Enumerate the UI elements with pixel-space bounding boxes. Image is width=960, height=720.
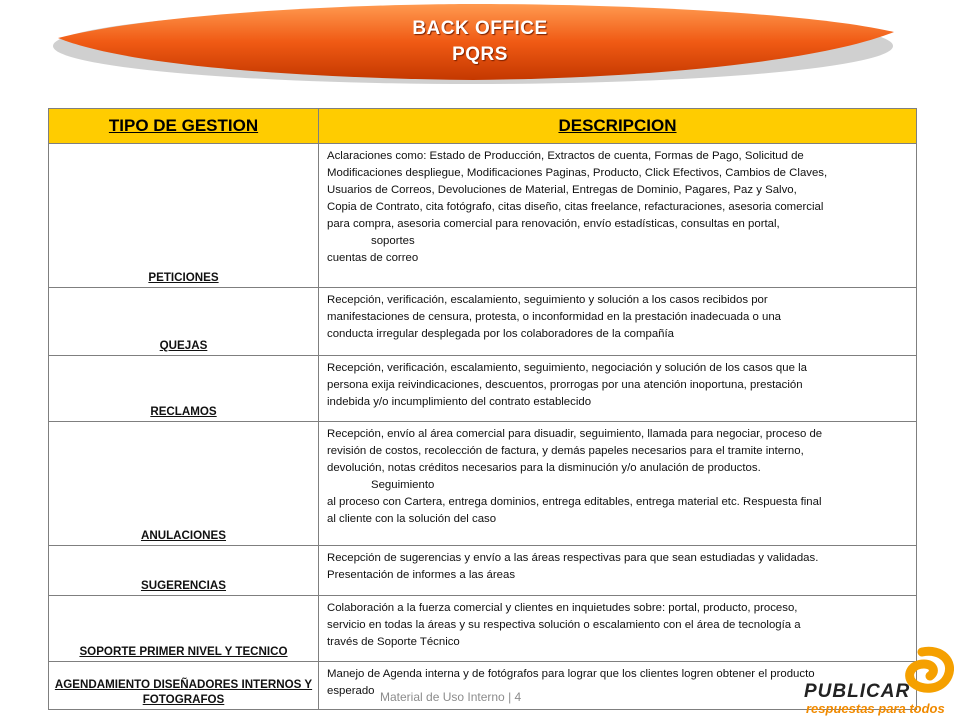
row-type-anulaciones: ANULACIONES	[49, 422, 319, 546]
col-header-type: TIPO DE GESTION	[49, 109, 319, 144]
row-type-quejas: QUEJAS	[49, 288, 319, 356]
title-line-2: PQRS	[452, 44, 508, 65]
footer-text: Material de Uso Interno | 4	[380, 690, 522, 704]
desc-line: servicio en todas la áreas y su respectiva solución o escalamiento con el área de tecnología a	[327, 619, 801, 631]
row-desc-peticiones	[319, 144, 917, 288]
table-row	[49, 422, 917, 546]
row-type-soporte: SOPORTE PRIMER NIVEL Y TECNICO	[49, 596, 319, 662]
desc-line: manifestaciones de censura, protesta, o inconformidad en la prestación inadecuada o una	[327, 311, 782, 323]
desc-line: Recepción de sugerencias y envío a las áreas respectivas para que sean estudiadas y validadas.	[327, 552, 819, 564]
desc-line: persona exija reivindicaciones, descuentos, prorrogas por una atención inoportuna, prestación	[327, 379, 803, 391]
desc-line: Presentación de informes a las áreas	[327, 569, 516, 581]
desc-line: Seguimiento	[371, 479, 435, 491]
desc-line: Modificaciones despliegue, Modificaciones Paginas, Producto, Click Efectivos, Cambios de Claves,	[327, 167, 828, 179]
desc-line: esperado	[327, 685, 375, 697]
desc-line: Aclaraciones como: Estado de Producción, Extractos de cuenta, Formas de Pago, Solicitud de	[327, 150, 804, 162]
table-row	[49, 546, 917, 596]
desc-line: cuentas de correo	[327, 252, 419, 264]
table-row	[49, 596, 917, 662]
table-header-row	[49, 109, 917, 144]
desc-line: través de Soporte Técnico	[327, 636, 460, 648]
desc-line: Recepción, envío al área comercial para disuadir, seguimiento, llamada para negociar, proceso de	[327, 428, 823, 440]
desc-line: Usuarios de Correos, Devoluciones de Material, Entregas de Dominio, Pagares, Paz y Salvo,	[327, 184, 797, 196]
desc-line: soportes	[371, 235, 415, 247]
desc-line: al proceso con Cartera, entrega dominios, entrega editables, entrega material etc. Respuesta final	[327, 496, 822, 508]
logo-tagline: respuestas para todos	[806, 701, 945, 716]
desc-line: Recepción, verificación, escalamiento, seguimiento, negociación y solución de los casos que la	[327, 362, 807, 374]
row-desc-anulaciones	[319, 422, 917, 546]
desc-line: revisión de costos, recolección de factura, y demás papeles necesarios para el tramite interno,	[327, 445, 804, 457]
desc-line: devolución, notas créditos necesarios para la disminución y/o anulación de productos.	[327, 462, 761, 474]
row-desc-quejas	[319, 288, 917, 356]
desc-line: al cliente con la solución del caso	[327, 513, 497, 525]
table-row	[49, 356, 917, 422]
col-header-description: DESCRIPCION	[319, 109, 917, 144]
desc-line: indebida y/o incumplimiento del contrato establecido	[327, 396, 592, 408]
row-desc-sugerencias	[319, 546, 917, 596]
desc-line: conducta irregular desplegada por los colaboradores de la compañía	[327, 328, 675, 340]
row-type-reclamos: RECLAMOS	[49, 356, 319, 422]
desc-line: Colaboración a la fuerza comercial y clientes en inquietudes sobre: portal, producto, proceso,	[327, 602, 798, 614]
pqrs-table	[48, 108, 917, 710]
logo-brand: PUBLICAR	[804, 681, 911, 702]
desc-line: Recepción, verificación, escalamiento, seguimiento y solución a los casos recibidos por	[327, 294, 768, 306]
row-type-peticiones: PETICIONES	[49, 144, 319, 288]
desc-line: Manejo de Agenda interna y de fotógrafos para lograr que los clientes logren obtener el producto	[327, 668, 815, 680]
row-type-sugerencias: SUGERENCIAS	[49, 546, 319, 596]
row-type-agendamiento: AGENDAMIENTO DISEÑADORES INTERNOS Y FOTOGRAFOS	[49, 662, 319, 710]
table-row	[49, 144, 917, 288]
table-row	[49, 288, 917, 356]
row-desc-reclamos	[319, 356, 917, 422]
desc-line: Copia de Contrato, cita fotógrafo, citas diseño, citas freelance, refacturaciones, asesoria comercial	[327, 201, 824, 213]
title-line-1: BACK OFFICE	[412, 18, 548, 39]
desc-line: para compra, asesoria comercial para renovación, envío estadísticas, consultas en portal,	[327, 218, 780, 230]
